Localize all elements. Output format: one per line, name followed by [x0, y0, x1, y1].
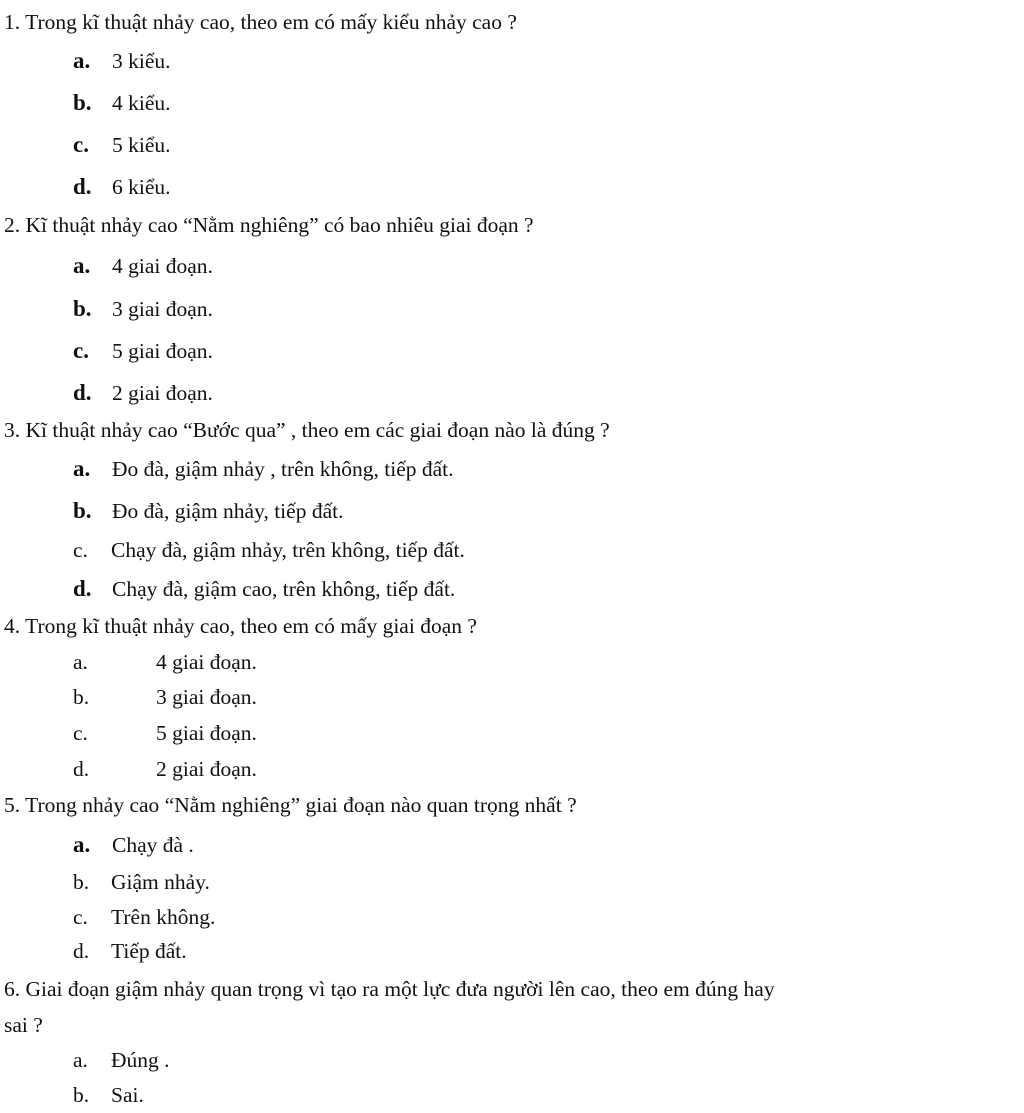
option-label: d. — [73, 939, 90, 963]
question-6-option-b — [73, 1082, 144, 1108]
question-2-option-d — [73, 380, 213, 406]
question-1-option-c — [73, 132, 171, 158]
question-5-option-b — [73, 869, 210, 895]
question-1-option-a — [73, 48, 171, 74]
option-text: 5 kiểu. — [112, 133, 171, 157]
option-text: 4 giai đoạn. — [156, 650, 257, 674]
option-text: 5 giai đoạn. — [156, 721, 257, 745]
option-label: a. — [73, 832, 91, 857]
option-label: c. — [73, 132, 89, 157]
option-label: a. — [73, 650, 88, 674]
question-5-option-a — [73, 832, 194, 858]
option-text: Đo đà, giậm nhảy, tiếp đất. — [112, 499, 344, 523]
option-text: 6 kiểu. — [112, 175, 171, 199]
question-2-option-c — [73, 338, 213, 364]
question-4-option-a — [73, 649, 257, 675]
option-label: b. — [73, 1083, 90, 1107]
option-label: a. — [73, 48, 91, 73]
option-text: 2 giai đoạn. — [156, 757, 257, 781]
option-label: b. — [73, 870, 90, 894]
question-4-option-d — [73, 756, 257, 782]
option-text: Chạy đà, giậm cao, trên không, tiếp đất. — [112, 577, 456, 601]
question-1: 1. Trong kĩ thuật nhảy cao, theo em có mấy kiểu nhảy cao ? — [4, 10, 517, 34]
option-label: b. — [73, 296, 92, 321]
question-4: 4. Trong kĩ thuật nhảy cao, theo em có mấy giai đoạn ? — [4, 614, 477, 638]
option-label: a. — [73, 456, 91, 481]
option-text: 4 kiểu. — [112, 91, 171, 115]
option-text: Trên không. — [111, 905, 216, 929]
question-2-option-a — [73, 253, 213, 279]
option-label: b. — [73, 90, 92, 115]
option-label: b. — [73, 685, 90, 709]
question-1-option-d — [73, 174, 171, 200]
option-label: a. — [73, 253, 91, 278]
option-text: Tiếp đất. — [111, 939, 187, 963]
option-label: d. — [73, 757, 90, 781]
option-label: d. — [73, 174, 92, 199]
option-label: d. — [73, 380, 92, 405]
option-text: 2 giai đoạn. — [112, 381, 213, 405]
option-text: Chạy đà, giậm nhảy, trên không, tiếp đất. — [111, 538, 465, 562]
option-text: 3 giai đoạn. — [156, 685, 257, 709]
option-text: Đúng . — [111, 1048, 170, 1072]
question-1-option-b — [73, 90, 171, 116]
option-text: Sai. — [111, 1083, 144, 1107]
question-6-option-a — [73, 1047, 170, 1073]
option-label: a. — [73, 1048, 88, 1072]
option-label: d. — [73, 576, 92, 601]
question-3-option-b — [73, 498, 343, 524]
option-label: c. — [73, 538, 88, 562]
question-3: 3. Kĩ thuật nhảy cao “Bước qua” , theo em các giai đoạn nào là đúng ? — [4, 418, 610, 442]
question-2: 2. Kĩ thuật nhảy cao “Nằm nghiêng” có bao nhiêu giai đoạn ? — [4, 213, 534, 237]
option-text: Giậm nhảy. — [111, 870, 210, 894]
question-3-option-c — [73, 537, 465, 563]
option-text: 5 giai đoạn. — [112, 339, 213, 363]
question-6-line-1: 6. Giai đoạn giậm nhảy quan trọng vì tạo ra một lực đưa người lên cao, theo em đúng hay — [4, 977, 775, 1001]
option-text: 4 giai đoạn. — [112, 254, 213, 278]
question-2-option-b — [73, 296, 213, 322]
question-5: 5. Trong nhảy cao “Nằm nghiêng” giai đoạn nào quan trọng nhất ? — [4, 793, 577, 817]
option-label: c. — [73, 905, 88, 929]
question-4-option-c — [73, 720, 257, 746]
option-text: 3 kiểu. — [112, 49, 171, 73]
question-3-option-d — [73, 576, 455, 602]
option-text: Chạy đà . — [112, 833, 194, 857]
question-6-line-2: sai ? — [4, 1013, 43, 1037]
option-text: 3 giai đoạn. — [112, 297, 213, 321]
option-text: Đo đà, giậm nhảy , trên không, tiếp đất. — [112, 457, 454, 481]
option-label: c. — [73, 721, 88, 745]
option-label: b. — [73, 498, 92, 523]
question-4-option-b — [73, 684, 257, 710]
question-3-option-a — [73, 456, 454, 482]
question-5-option-c — [73, 904, 215, 930]
option-label: c. — [73, 338, 89, 363]
question-5-option-d — [73, 938, 187, 964]
